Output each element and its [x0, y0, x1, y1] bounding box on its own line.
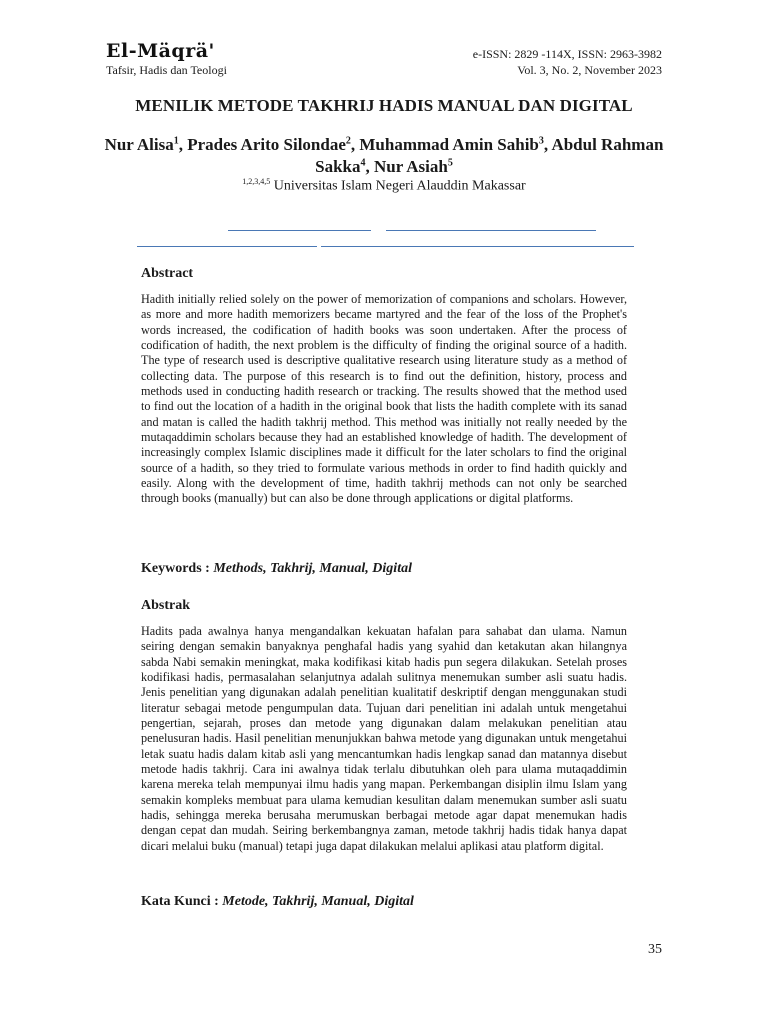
kata-kunci-label: Kata Kunci : — [141, 894, 223, 909]
journal-name: El-Mäqrä' — [106, 40, 215, 62]
email-link-2[interactable] — [386, 230, 596, 231]
author-separator: , — [365, 157, 374, 176]
author-name: Nur Alisa — [104, 135, 174, 154]
author-name: Abdul Rahman Sakka — [315, 135, 664, 176]
issn-line: e-ISSN: 2829 -114X, ISSN: 2963-3982 — [472, 47, 662, 61]
author-sup: 4 — [360, 157, 366, 169]
journal-header-right — [473, 46, 662, 78]
email-link-4[interactable] — [321, 246, 634, 247]
page-number: 35 — [648, 942, 662, 957]
article-title: MENILIK METODE TAKHRIJ HADIS MANUAL DAN DIGITAL — [135, 96, 633, 115]
author-name: Nur Asiah — [374, 157, 448, 176]
author-name: Muhammad Amin Sahib — [359, 135, 539, 154]
keywords — [141, 561, 412, 577]
affiliation-sup: 1,2,3,4,5 — [242, 177, 271, 186]
author-sup: 3 — [538, 135, 544, 147]
journal-header-left — [106, 40, 227, 77]
abstract-heading: Abstract — [141, 266, 194, 281]
abstract-text: Hadith initially relied solely on the power of memorization of companions and scholars. However, as more and more hadith memorizers became martyred and the fear of the loss of the Prophet's words increased, the codification of hadith books was soon undertaken. After the process of codification of hadith, the next problem is the difficulty of finding the original source of a hadith. The type of research used is descriptive qualitative research using literature study as a method of collecting data. The purpose of this research is to find out the definition, history, process and methods used in conducting hadith research or tracking. The results showed that the method used to find out the location of a hadith in the original book that lists the hadith complete with its sanad and matan is called the hadith takhrij method. This method was initially not really needed by the mutaqaddimin scholars because they had an established knowledge of hadith. The development of increasingly complex Islamic disciplines made it difficult for the later scholars to find the original source of a hadith, so they tried to formulate various methods in order to find hadith quickly and easily. Along with the development of time, hadith takhrij methods can not only be searched through books (manually) but can also be done through applications or digital platforms. — [141, 292, 627, 506]
volume-line: Vol. 3, No. 2, November 2023 — [517, 63, 662, 77]
affiliation — [0, 177, 768, 195]
affiliation-text: Universitas Islam Negeri Alauddin Makassar — [270, 178, 526, 194]
kata-kunci-value: Metode, Takhrij, Manual, Digital — [222, 894, 414, 909]
author-separator: , — [350, 135, 360, 154]
author-separator: , — [543, 135, 552, 154]
author-separator: , — [178, 135, 188, 154]
keywords-label: Keywords : — [141, 561, 214, 576]
abstrak-heading: Abstrak — [141, 598, 191, 613]
author-sup: 2 — [345, 135, 351, 147]
author-name: Prades Arito Silondae — [187, 135, 346, 154]
author-sup: 5 — [447, 157, 453, 169]
keywords-value: Methods, Takhrij, Manual, Digital — [213, 561, 412, 576]
kata-kunci — [141, 894, 414, 910]
email-link-3[interactable] — [137, 246, 317, 247]
journal-subtitle: Tafsir, Hadis dan Teologi — [106, 63, 227, 77]
abstrak-text: Hadits pada awalnya hanya mengandalkan kekuatan hafalan para sahabat dan ulama. Namun seiring dengan semakin banyaknya penghafal hadis yang syahid dan ketakutan akan hilangnya sabda Nabi semakin meningkat, maka kodifikasi kitab hadis pun segera dilakukan. Setelah proses kodifikasi hadis, permasalahan selanjutnya adalah sulitnya menemukan sumber asli suatu hadis. Jenis penelitian yang digunakan adalah penelitian kualitatif deskriptif dengan menggunakan studi literatur sebagai metode pengumpulan data. Tujuan dari penelitian ini adalah untuk mengetahui pengertian, sejarah, proses dan metode yang digunakan dalam melakukan penelitian atau penelusuran hadis. Hasil penelitian menunjukkan bahwa metode yang digunakan untuk mengetahui letak suatu hadis dalam kitab asli yang mencantumkan hadis lengkap sanad dan matannya disebut metode hadis takhrij. Cara ini awalnya tidak terlalu dibutuhkan oleh para ulama mutaqaddimin karena mereka telah mempunyai ilmu hadis yang mapan. Perkembangan disiplin ilmu Islam yang semakin kompleks membuat para ulama kemudian kesulitan dalam menemukan sumber asli suatu hadis, sehingga mereka berusaha merumuskan berbagai metode agar dapat menemukan hadis dengan cepat dan mudah. Seiring berkembangnya zaman, metode takhrij hadis tidak hanya dapat dicari melalui buku (manual) tetapi juga dapat dilakukan melalui aplikasi atau platform digital. — [141, 624, 627, 853]
author-sup: 1 — [173, 135, 179, 147]
author-list — [90, 134, 678, 178]
email-link-1[interactable] — [228, 230, 371, 231]
